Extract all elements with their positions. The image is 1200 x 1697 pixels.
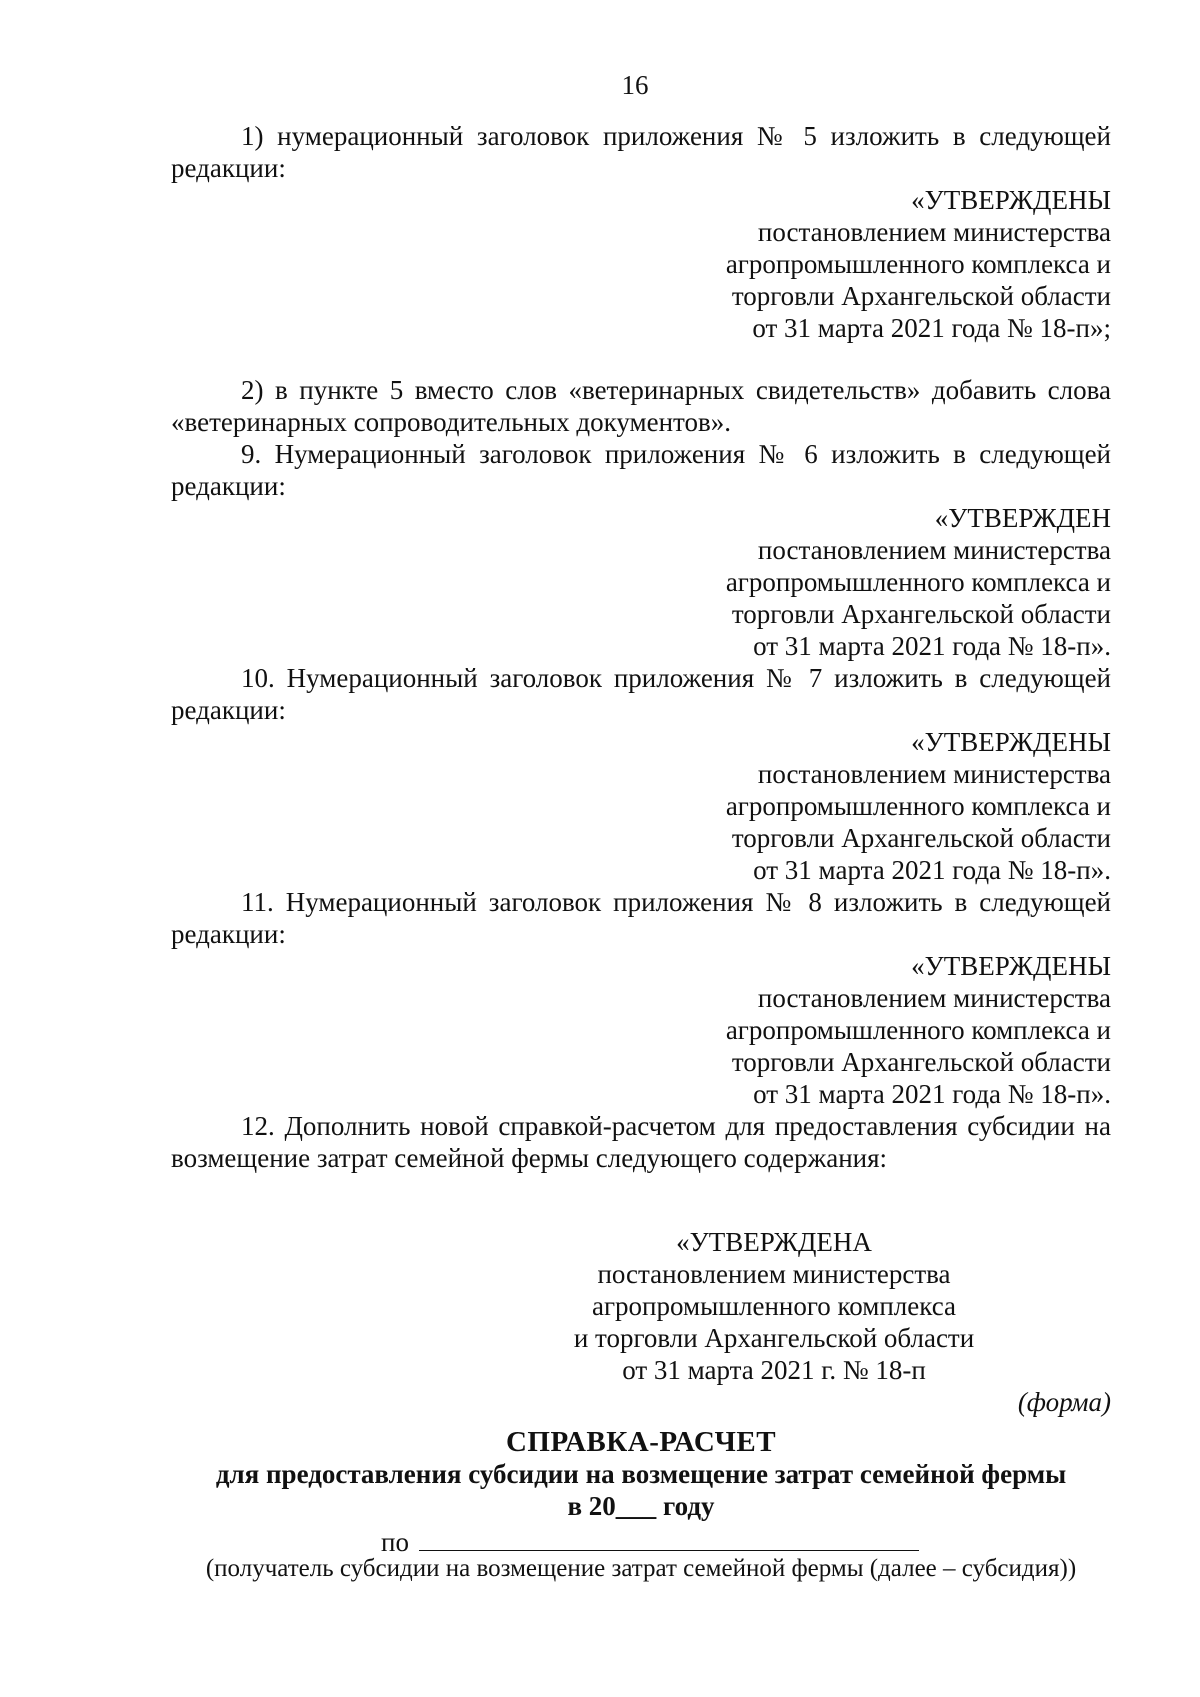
approval-line: «УТВЕРЖДЕНЫ (911, 727, 1111, 757)
approval-line: торговли Архангельской области (731, 281, 1111, 311)
approval-line: от 31 марта 2021 года № 18-п»; (752, 313, 1111, 343)
approval-line: «УТВЕРЖДЕН (934, 503, 1111, 533)
approval-line: торговли Архангельской области (731, 1047, 1111, 1077)
approval-block-4 (171, 950, 1111, 1110)
approval-line: постановлением министерства (757, 217, 1111, 247)
approval-line: постановлением министерства (757, 535, 1111, 565)
approval-line: от 31 марта 2021 г. № 18-п (622, 1355, 926, 1385)
approval-line: агропромышленного комплекса и (725, 249, 1111, 279)
paragraph-item-1: 1) нумерационный заголовок приложения № 5 изложить в следующей редакции: (171, 121, 1111, 183)
approval-line: агропромышленного комплекса и (725, 791, 1111, 821)
form-label: (форма) (1017, 1387, 1111, 1417)
recipient-blank-line (419, 1530, 919, 1551)
form-subtitle: для предоставления субсидии на возмещение затрат семейной фермы (215, 1459, 1067, 1489)
paragraph-item-11: 11. Нумерационный заголовок приложения № 8 изложить в следующей редакции: (171, 887, 1111, 949)
approval-line: агропромышленного комплекса и (725, 567, 1111, 597)
recipient-prefix: по (381, 1527, 409, 1557)
form-title: СПРАВКА-РАСЧЕТ (505, 1426, 777, 1458)
approval-line: «УТВЕРЖДЕНЫ (911, 951, 1111, 981)
paragraph-item-12: 12. Дополнить новой справкой-расчетом для предоставления субсидии на возмещение затрат семейной фермы следующего содержания: (171, 1111, 1111, 1173)
approval-line: агропромышленного комплекса и (725, 1015, 1111, 1045)
approval-block-3 (171, 726, 1111, 886)
recipient-field (171, 1526, 1111, 1557)
document-body (171, 120, 1111, 1584)
approval-line: и торговли Архангельской области (573, 1323, 975, 1353)
approval-block-form (504, 1226, 1044, 1386)
approval-line: торговли Архангельской области (731, 823, 1111, 853)
approval-block-1 (171, 184, 1111, 344)
approval-line: постановлением министерства (757, 983, 1111, 1013)
form-year: в 20___ году (567, 1491, 715, 1521)
paragraph-item-9: 9. Нумерационный заголовок приложения № 6 изложить в следующей редакции: (171, 439, 1111, 501)
approval-line: постановлением министерства (597, 1259, 951, 1289)
recipient-caption: (получатель субсидии на возмещение затрат семейной фермы (далее – субсидия)) (205, 1555, 1077, 1582)
approval-line: от 31 марта 2021 года № 18-п». (753, 631, 1111, 661)
approval-line: от 31 марта 2021 года № 18-п». (753, 855, 1111, 885)
paragraph-item-10: 10. Нумерационный заголовок приложения № 7 изложить в следующей редакции: (171, 663, 1111, 725)
approval-line: от 31 марта 2021 года № 18-п». (753, 1079, 1111, 1109)
page-number: 16 (621, 70, 649, 100)
approval-line: торговли Архангельской области (731, 599, 1111, 629)
paragraph-item-2: 2) в пункте 5 вместо слов «ветеринарных свидетельств» добавить слова «ветеринарных сопроводительных документов». (171, 375, 1111, 437)
approval-line: агропромышленного комплекса (592, 1291, 956, 1321)
approval-line: «УТВЕРЖДЕНА (676, 1227, 872, 1257)
approval-block-2 (171, 502, 1111, 662)
approval-line: «УТВЕРЖДЕНЫ (911, 185, 1111, 215)
approval-line: постановлением министерства (757, 759, 1111, 789)
